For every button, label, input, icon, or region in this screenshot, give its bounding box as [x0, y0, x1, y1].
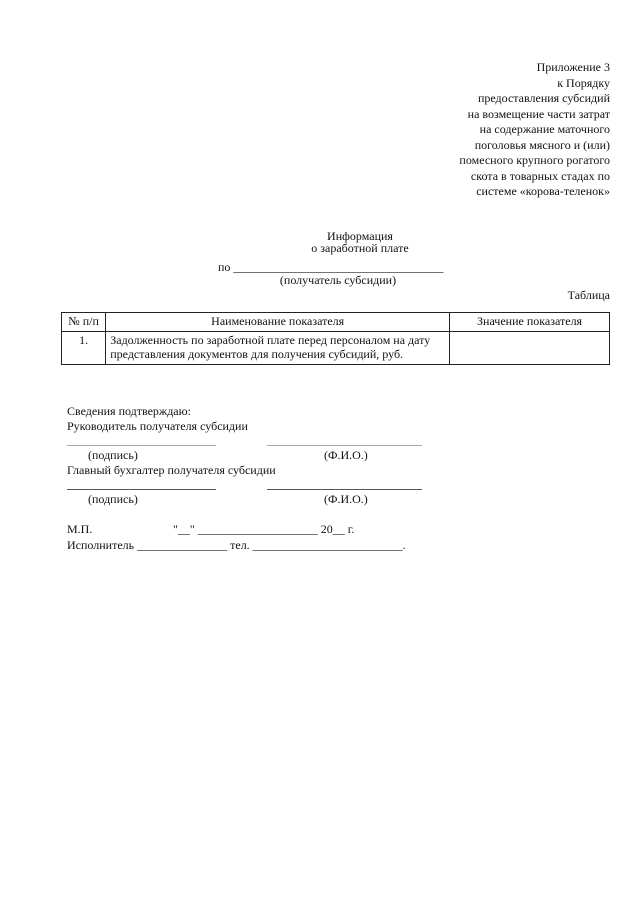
accountant-signature-caption: (подпись)	[88, 492, 138, 506]
row-name: Задолженность по заработной плате перед персоналом на дату представления документов для получения субсидий, руб.	[106, 331, 450, 364]
head-name-line	[267, 445, 422, 446]
appendix-line: предоставления субсидий	[477, 91, 610, 105]
header-name: Наименование показателя	[106, 313, 450, 332]
table-header-row	[62, 313, 610, 332]
accountant-signature-line	[67, 489, 216, 490]
head-signature-line	[67, 445, 216, 446]
head-name-caption: (Ф.И.О.)	[324, 448, 368, 462]
title-line-1: Информация	[327, 229, 393, 243]
table-label: Таблица	[567, 288, 610, 302]
table-row	[62, 331, 610, 364]
title-line-2: о заработной плате	[311, 241, 409, 255]
recipient-caption: (получатель субсидии)	[279, 273, 397, 287]
seal-label: М.П.	[67, 522, 93, 536]
row-value	[450, 331, 610, 364]
confirm-text: Сведения подтверждаю:	[67, 404, 191, 418]
indicator-table	[61, 312, 610, 365]
head-signature-caption: (подпись)	[88, 448, 138, 462]
appendix-header	[370, 60, 610, 200]
appendix-line: скота в товарных стадах по	[470, 168, 610, 183]
accountant-title: Главный бухгалтер получателя субсидии	[67, 463, 276, 477]
accountant-name-line	[267, 489, 422, 490]
appendix-line: на возмещение части затрат	[467, 106, 610, 121]
date-line: "__" ____________________ 20__ г.	[173, 522, 355, 536]
appendix-line: к Порядку	[557, 75, 610, 90]
executor-line: Исполнитель _______________ тел. _________________________.	[67, 538, 406, 552]
accountant-name-caption: (Ф.И.О.)	[324, 492, 368, 506]
appendix-line: поголовья мясного и (или)	[474, 137, 610, 152]
row-num: 1.	[62, 331, 106, 364]
header-value: Значение показателя	[450, 313, 610, 332]
recipient-line: по ___________________________________	[218, 260, 444, 274]
appendix-line: на содержание маточного	[479, 122, 610, 136]
appendix-line: Приложение 3	[536, 60, 610, 74]
head-title: Руководитель получателя субсидии	[67, 419, 248, 433]
header-num: № п/п	[62, 313, 106, 332]
appendix-line: помесного крупного рогатого	[459, 153, 610, 167]
appendix-line: системе «корова-теленок»	[476, 184, 610, 198]
